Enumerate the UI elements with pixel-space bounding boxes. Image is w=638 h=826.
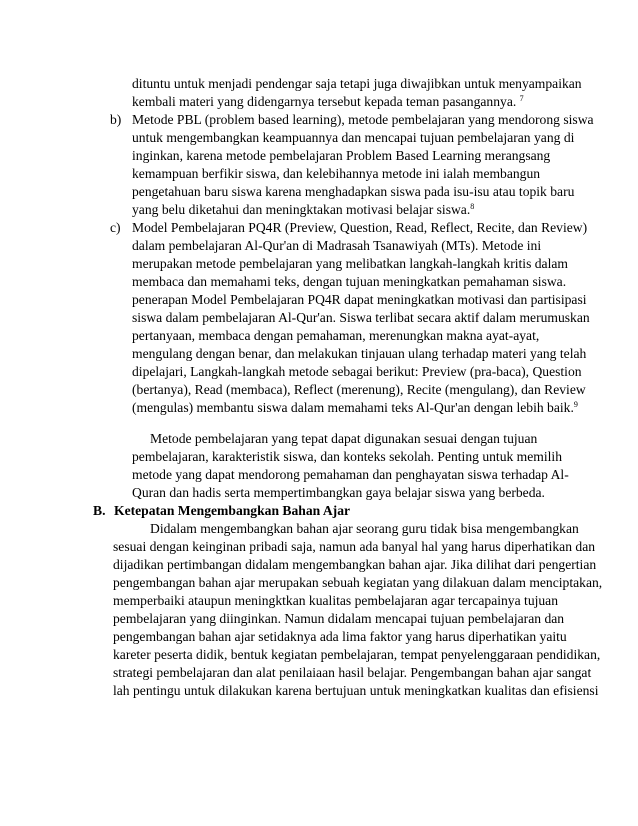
body-line: pembelajaran yang diinginkan. Namun didalam mencapai tujuan pembelajaran dan	[113, 611, 565, 626]
item-b-line: untuk mengembangkan keampuannya dan mencapai tujuan pembelajaran yang di	[132, 130, 575, 145]
item-b-line: kemampuan berfikir siswa, dan kelebihannya metode ini ialah membangun	[132, 166, 541, 181]
section-label: B.	[93, 503, 106, 518]
item-c-line: mengulang dengan benar, dan melakukan tinjauan ulang terhadap materi yang telah	[132, 346, 587, 361]
item-b-line: Metode PBL (problem based learning), metode pembelajaran yang mendorong siswa	[132, 112, 594, 127]
list-label-b: b)	[110, 112, 122, 127]
list-label-c: c)	[110, 220, 121, 235]
footnote-ref: 7	[519, 94, 524, 103]
body-line: strategi pembelajaran dan alat penilaiaan hasil belajar. Pengembangan bahan ajar sangat	[113, 665, 592, 680]
item-b-line: yang belu diketahui dan meningktakan motivasi belajar siswa.$^8$	[132, 202, 475, 217]
body-line: Didalam mengembangkan bahan ajar seorang guru tidak bisa mengembangkan	[150, 521, 579, 536]
item-c-line: siswa dalam pembelajaran Al-Qur'an. Siswa terlibat secara aktif dalam merumuskan	[132, 310, 590, 325]
item-c-line: Model Pembelajaran PQ4R (Preview, Question, Read, Reflect, Recite, dan Review)	[132, 220, 588, 235]
body-line: lah pentingu untuk dilakukan karena bertujuan untuk meningkatkan kualitas dan efisiensi	[113, 683, 599, 698]
item-b-line: pengetahuan baru siswa karena menghadapkan siswa pada isu-isu atau topik baru	[132, 184, 575, 199]
item-c-line: membaca dan memahami teks, dengan tujuan meningkatkan pemahaman siswa.	[132, 274, 567, 289]
section-heading: Ketepatan Mengembangkan Bahan Ajar	[114, 503, 351, 518]
item-a-line: kembali materi yang didengarnya tersebut kepada teman pasangannya. $^7$	[132, 94, 524, 109]
body-line: sesuai dengan keinginan pribadi saja, namun ada banyal hal yang harus diperhatikan dan	[113, 539, 596, 554]
summary-line: pembelajaran, karakteristik siswa, dan konteks sekolah. Penting untuk memilih	[132, 449, 562, 464]
summary-line: metode yang dapat mendorong pemahaman dan penghayatan siswa terhadap Al-	[132, 467, 569, 482]
item-c-line: (mengulas) membantu siswa dalam memahami teks Al-Qur'an dengan lebih baik.$^9$	[132, 400, 578, 415]
summary-line: Metode pembelajaran yang tepat dapat digunakan sesuai dengan tujuan	[150, 431, 538, 446]
summary-line: Quran dan hadis serta mempertimbangkan gaya belajar siswa yang berbeda.	[132, 485, 545, 500]
item-a-line: ditu​ntu untuk menjadi pendengar saja tetapi juga diwajibkan untuk menyampaikan	[132, 76, 582, 91]
body-line: pengembangan bahan ajar setidaknya ada lima faktor yang harus diperhatikan yaitu	[113, 629, 567, 644]
item-c-line: merupakan metode pembelajaran yang melibatkan langkah-langkah kritis dalam	[132, 256, 568, 271]
footnote-ref: 9	[573, 400, 578, 409]
item-c-line: dipelajari, Langkah-langkah metode sebagai berikut: Preview (pra-baca), Question	[132, 364, 582, 379]
footnote-ref: 8	[470, 202, 475, 211]
item-c-line: dalam pembelajaran Al-Qur'an di Madrasah Tsanawiyah (MTs). Metode ini	[132, 238, 542, 253]
item-c-line: pertanyaan, membaca dengan pemahaman, merenungkan makna ayat-ayat,	[132, 328, 540, 343]
item-c-line: penerapan Model Pembelajaran PQ4R dapat meningkatkan motivasi dan partisipasi	[132, 292, 587, 307]
body-line: kareter peserta didik, bentuk kegiatan pembelajaran, tempat penyelenggaraan pendidikan,	[113, 647, 601, 662]
body-line: pengembangan bahan ajar merupakan sebuah kegiatan yang dilakuan dalam menciptakan,	[113, 575, 603, 590]
body-line: dijadikan pertimbangan didalam mengembangkan bahan ajar. Jika dilihat dari pengertian	[113, 557, 597, 572]
body-line: memperbaiki ataupun meningktkan kualitas pembelajaran agar tercapainya tujuan	[113, 593, 559, 608]
item-b-line: inginkan, karena metode pembelajaran Problem Based Learning merangsang	[132, 148, 551, 163]
item-c-line: (bertanya), Read (membaca), Reflect (merenung), Recite (mengulang), dan Review	[132, 382, 586, 397]
